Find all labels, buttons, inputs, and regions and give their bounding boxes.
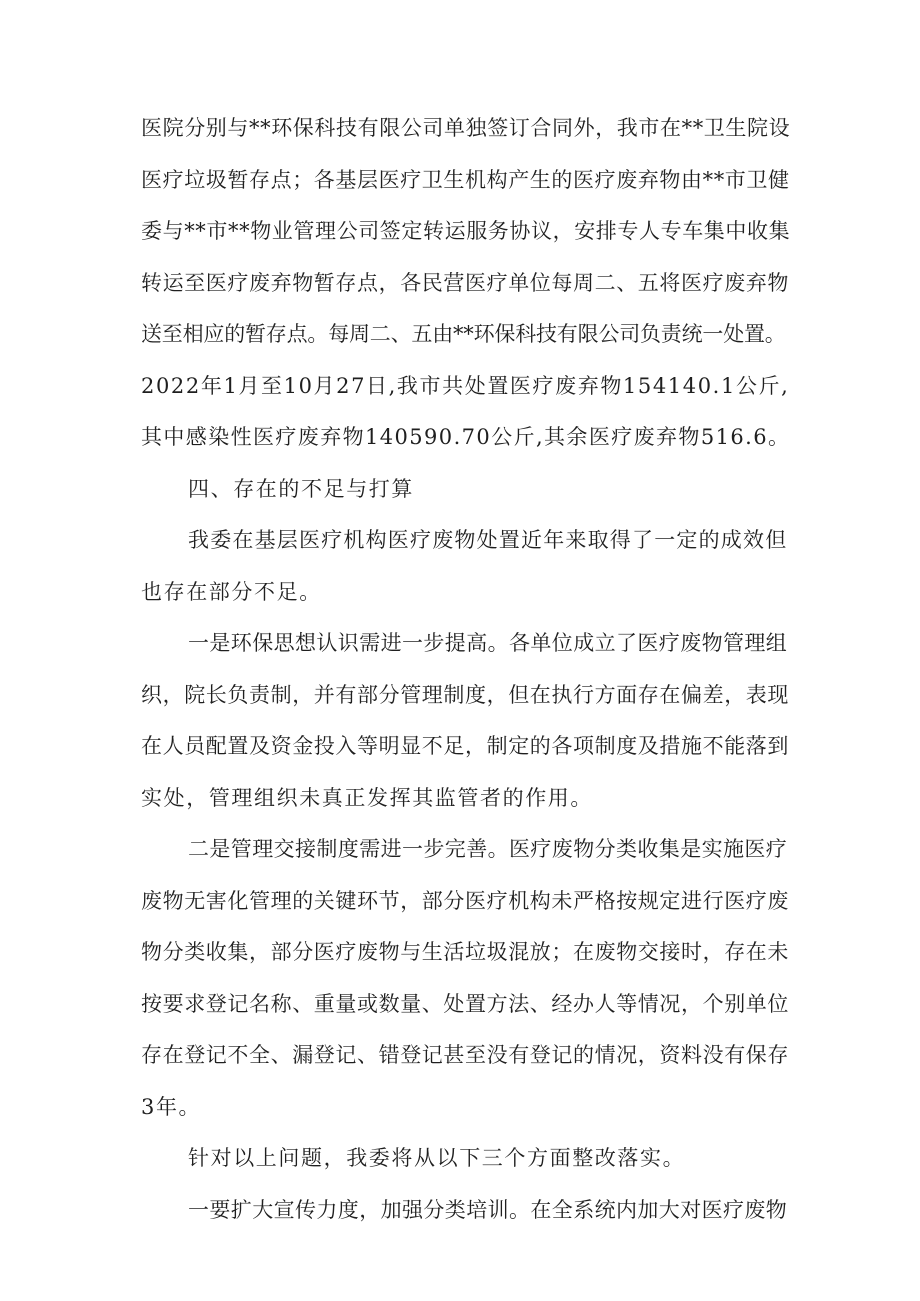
paragraph-line: 物分类收集，部分医疗废物与生活垃圾混放；在废物交接时，存在未 [141, 940, 789, 964]
paragraph-line: 我委在基层医疗机构医疗废物处置近年来取得了一定的成效但 [188, 528, 788, 552]
paragraph-line: 委与**市**物业管理公司签定转运服务协议，安排专人专车集中收集 [141, 219, 791, 243]
paragraph-line: 3年。 [141, 1095, 202, 1119]
paragraph-line: 一是环保思想认识需进一步提高。各单位成立了医疗废物管理组 [188, 631, 788, 655]
paragraph-line: 针对以上问题，我委将从以下三个方面整改落实。 [188, 1146, 686, 1170]
paragraph-line: 医疗垃圾暂存点；各基层医疗卫生机构产生的医疗废弃物由**市卫健 [141, 168, 790, 192]
paragraph-line: 也存在部分不足。 [141, 580, 322, 604]
paragraph-line: 实处，管理组织未真正发挥其监管者的作用。 [141, 786, 593, 810]
paragraph-line: 织，院长负责制，并有部分管理制度，但在执行方面存在偏差，表现 [141, 683, 789, 707]
paragraph-line: 其中感染性医疗废弃物140590.70公斤,其余医疗废弃物516.6。 [141, 425, 791, 449]
paragraph-line: 按要求登记名称、重量或数量、处置方法、经办人等情况，个别单位 [141, 992, 789, 1016]
paragraph-line: 一要扩大宣传力度，加强分类培训。在全系统内加大对医疗废物 [188, 1198, 788, 1222]
paragraph-line: 送至相应的暂存点。每周二、五由**环保科技有限公司负责统一处置。 [141, 322, 786, 346]
paragraph-line: 转运至医疗废弃物暂存点，各民营医疗单位每周二、五将医疗废弃物 [141, 271, 789, 295]
paragraph-line: 2022年1月至10月27日,我市共处置医疗废弃物154140.1公斤, [141, 374, 790, 398]
paragraph-line: 废物无害化管理的关键环节，部分医疗机构未严格按规定进行医疗废 [141, 889, 789, 913]
paragraph-line: 在人员配置及资金投入等明显不足，制定的各项制度及措施不能落到 [141, 734, 789, 758]
paragraph-line: 医院分别与**环保科技有限公司单独签订合同外，我市在**卫生院设 [141, 116, 791, 140]
paragraph-line: 存在登记不全、漏登记、错登记甚至没有登记的情况，资料没有保存 [141, 1043, 789, 1067]
section-heading: 四、存在的不足与打算 [188, 477, 414, 501]
paragraph-line: 二是管理交接制度需进一步完善。医疗废物分类收集是实施医疗 [188, 837, 788, 861]
